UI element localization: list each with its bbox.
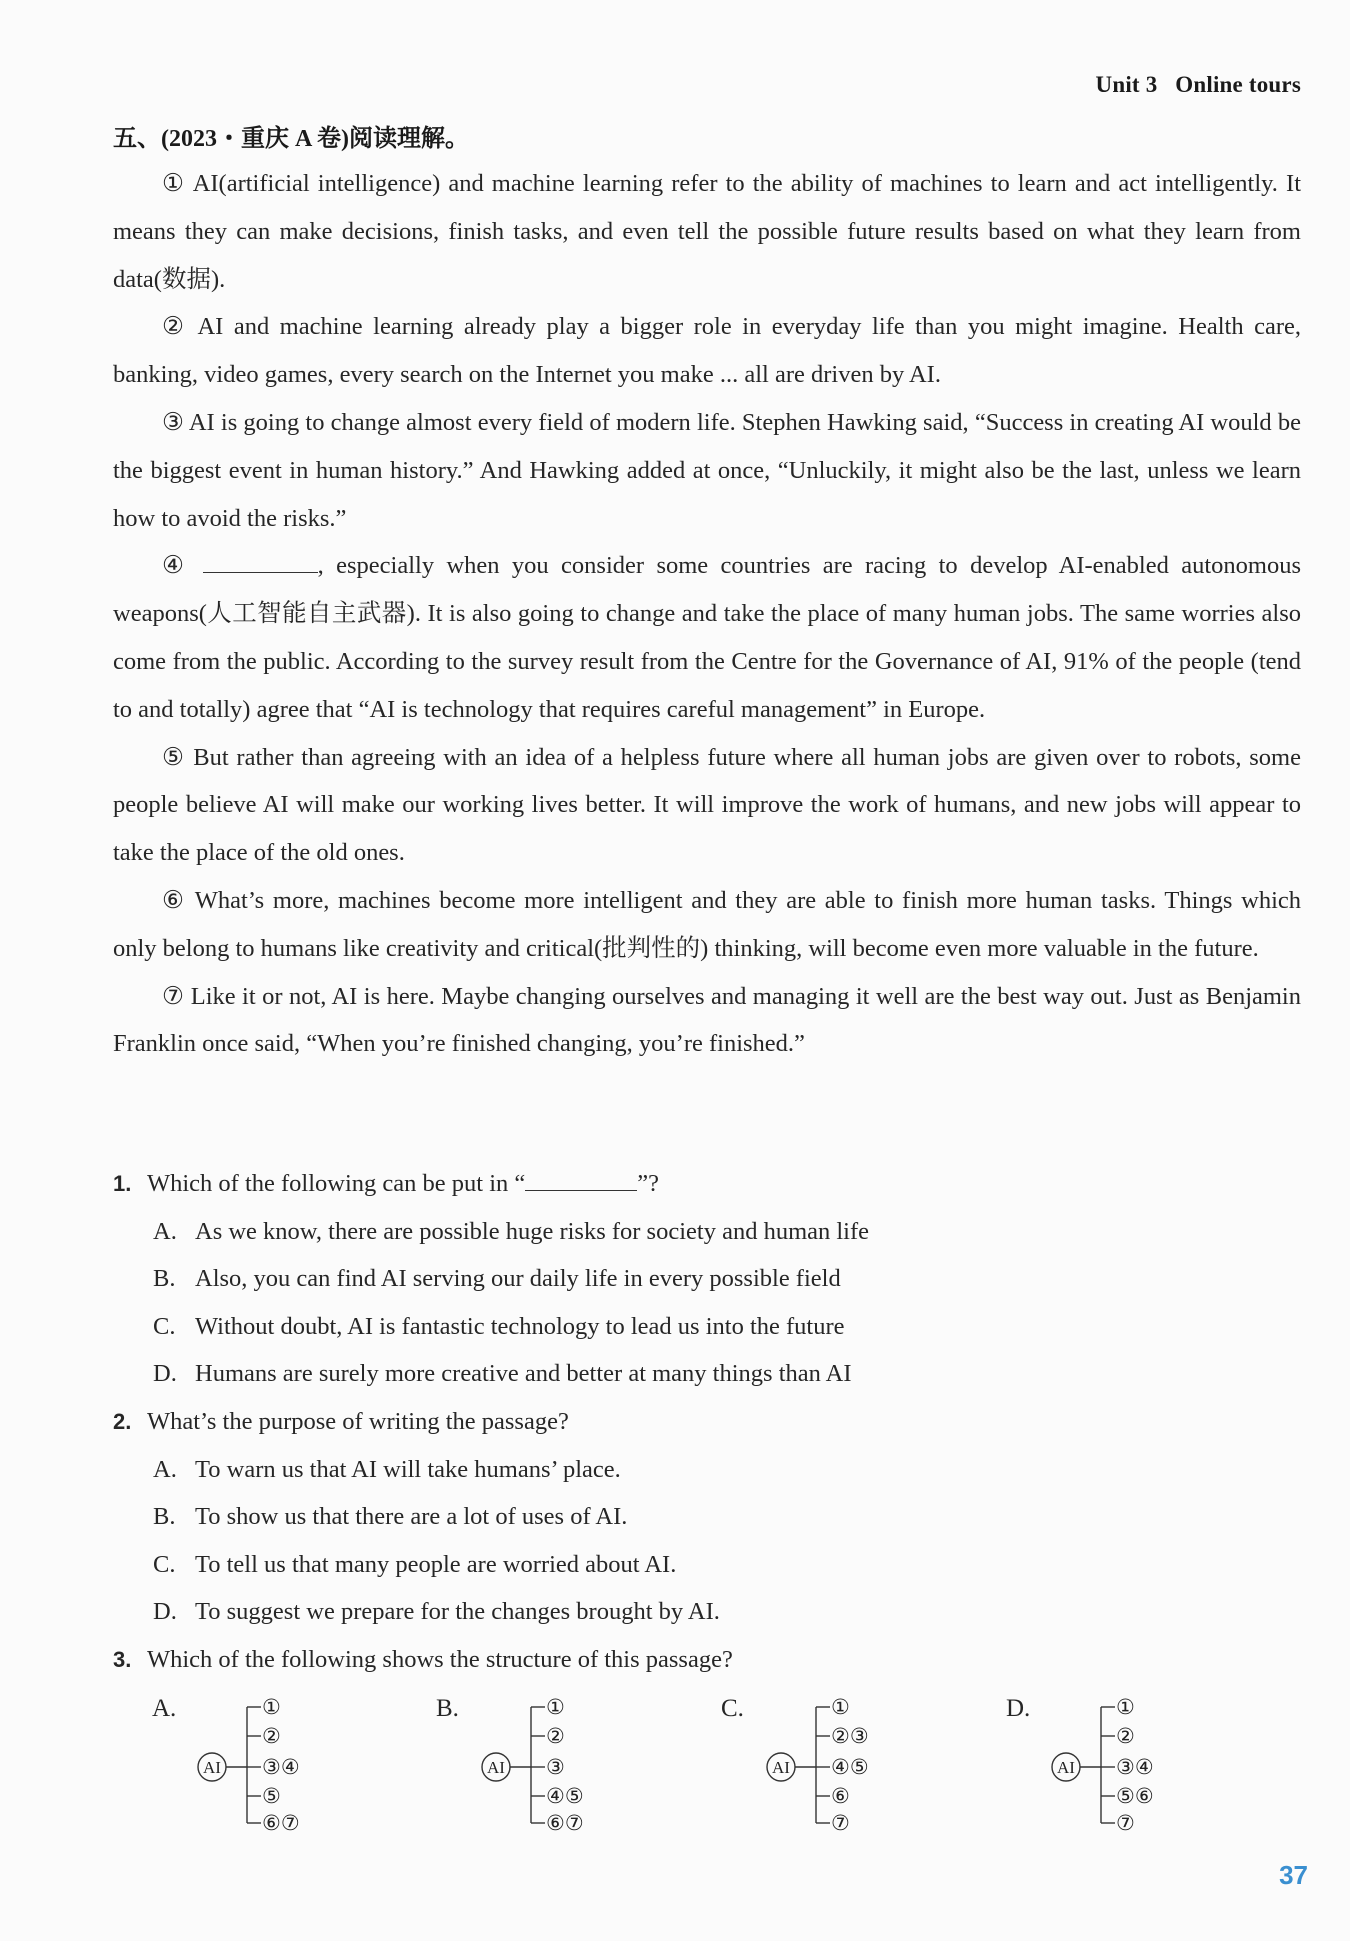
question-stem-start: Which of the following can be put in “ [147,1170,526,1197]
structure-option-c[interactable] [721,1695,921,1845]
structure-option-d[interactable] [1006,1695,1206,1845]
branch-label: ⑦ [831,1811,850,1835]
option-text: Also, you can find AI serving our daily life in every possible field [195,1265,841,1293]
structure-option-letter: A. [152,1695,177,1722]
paragraph-7: ⑦ Like it or not, AI is here. Maybe changing ourselves and managing it well are the best way out. Just as Benjamin Franklin once said, “When you’re finished changing, you’re finished.” [113,982,1301,1058]
q1-option-b[interactable] [113,1255,1301,1303]
option-text: To tell us that many people are worried about AI. [195,1550,677,1578]
branch-label: ②③ [831,1724,869,1748]
q1-option-c[interactable] [113,1303,1301,1351]
paragraph-6: ⑥ What’s more, machines become more intelligent and they are able to finish more human tasks. Things which only belong to humans like creativity and critical(批判性的) thinking, will become even more valuable in the future. [113,886,1301,962]
question-number: 1. [113,1171,132,1196]
option-letter: D. [153,1598,177,1626]
root-label: AI [487,1758,505,1777]
option-text: To show us that there are a lot of uses of AI. [195,1503,628,1531]
paragraph-3: ③ AI is going to change almost every field of modern life. Stephen Hawking said, “Success in creating AI would be the biggest event in human history.” And Hawking added at once, “Unluckily, it might also be the last, unless we learn how to avoid the risks.” [113,408,1301,532]
branch-label: ⑤ [262,1784,281,1808]
branch-label: ③ [546,1755,565,1779]
question-number: 3. [113,1646,132,1672]
branch-label: ③④ [1116,1755,1154,1779]
paragraph-5: ⑤ But rather than agreeing with an idea of a helpless future where all human jobs are given over to robots, some people believe AI will make our working lives better. It will improve the work of humans, and new jobs will appear to take the place of the old ones. [113,743,1301,867]
root-label: AI [1057,1758,1075,1777]
section-title: 五、(2023・重庆 A 卷)阅读理解。 [113,126,469,152]
branch-label: ② [1116,1724,1135,1748]
branch-label: ⑤⑥ [1116,1784,1154,1808]
branch-label: ① [262,1695,281,1719]
structure-tree-diagram [152,1695,352,1845]
option-text: As we know, there are possible huge risks for society and human life [195,1217,870,1245]
structure-option-letter: D. [1006,1695,1031,1722]
question-1 [113,1160,1301,1208]
structure-diagrams [0,1695,1350,1845]
page-number: 37 [1279,1860,1308,1890]
reading-passage [113,160,1301,1068]
question-blank [525,1170,637,1191]
paragraph-2: ② AI and machine learning already play a bigger role in everyday life than you might imagine. Health care, banking, video games, every search on the Internet you make ... all are driven by AI. [113,313,1301,389]
paragraph-1: ① AI(artificial intelligence) and machine learning refer to the ability of machines to learn and act intelligently. It means they can make decisions, finish tasks, and even tell the possible future results based on what they learn from data(数据). [113,170,1301,293]
option-letter: A. [153,1217,177,1245]
branch-label: ① [546,1695,565,1719]
option-letter: B. [153,1503,176,1531]
q2-option-c[interactable] [113,1541,1301,1589]
branch-label: ⑥⑦ [262,1811,300,1835]
paragraph-4 [113,542,1301,733]
unit-header: Unit 3 Online tours [1095,72,1301,97]
paragraph-4-text: , especially when you consider some countries are racing to develop AI-enabled autonomous weapons(人工智能自主武器). It is also going to change and take the place of many human jobs. The same worries also come from the public. According to the survey result from the Centre for the Governance of AI, 91% of the people (tend to and totally) agree that “AI is technology that requires careful management” in Europe. [113,552,1302,723]
question-3 [113,1636,1301,1684]
branch-label: ① [1116,1695,1135,1719]
structure-tree-diagram [1006,1695,1206,1845]
paragraph-4-number: ④ [162,552,191,580]
structure-tree-diagram [436,1695,636,1845]
question-stem: What’s the purpose of writing the passage? [147,1407,569,1435]
option-text: To suggest we prepare for the changes brought by AI. [195,1598,720,1626]
option-letter: C. [153,1550,176,1578]
q2-option-d[interactable] [113,1588,1301,1636]
branch-label: ⑥⑦ [546,1811,584,1835]
branch-label: ⑦ [1116,1811,1135,1835]
option-letter: A. [153,1455,177,1483]
question-2 [113,1398,1301,1446]
answer-blank[interactable] [203,552,318,573]
branch-label: ② [262,1724,281,1748]
structure-option-b[interactable] [436,1695,636,1845]
root-label: AI [203,1758,221,1777]
structure-option-letter: C. [721,1695,744,1722]
option-letter: B. [153,1265,176,1293]
branch-label: ② [546,1724,565,1748]
question-number: 2. [113,1408,132,1434]
option-text: Humans are surely more creative and better at many things than AI [195,1360,852,1388]
questions-section [113,1160,1301,1684]
structure-option-a[interactable] [152,1695,352,1845]
branch-label: ④⑤ [831,1755,869,1779]
branch-label: ③④ [262,1755,300,1779]
q2-option-b[interactable] [113,1493,1301,1541]
option-text: To warn us that AI will take humans’ place. [195,1455,621,1483]
branch-label: ⑥ [831,1784,850,1808]
q2-option-a[interactable] [113,1446,1301,1494]
option-letter: C. [153,1312,176,1340]
q1-option-a[interactable] [113,1208,1301,1256]
option-letter: D. [153,1360,177,1388]
structure-option-letter: B. [436,1695,459,1722]
question-stem: Which of the following shows the structure of this passage? [147,1645,733,1673]
branch-label: ① [831,1695,850,1719]
option-text: Without doubt, AI is fantastic technology to lead us into the future [195,1312,845,1340]
root-label: AI [772,1758,790,1777]
q1-option-d[interactable] [113,1350,1301,1398]
question-stem-end: ”? [637,1170,660,1197]
structure-tree-diagram [721,1695,921,1845]
branch-label: ④⑤ [546,1784,584,1808]
